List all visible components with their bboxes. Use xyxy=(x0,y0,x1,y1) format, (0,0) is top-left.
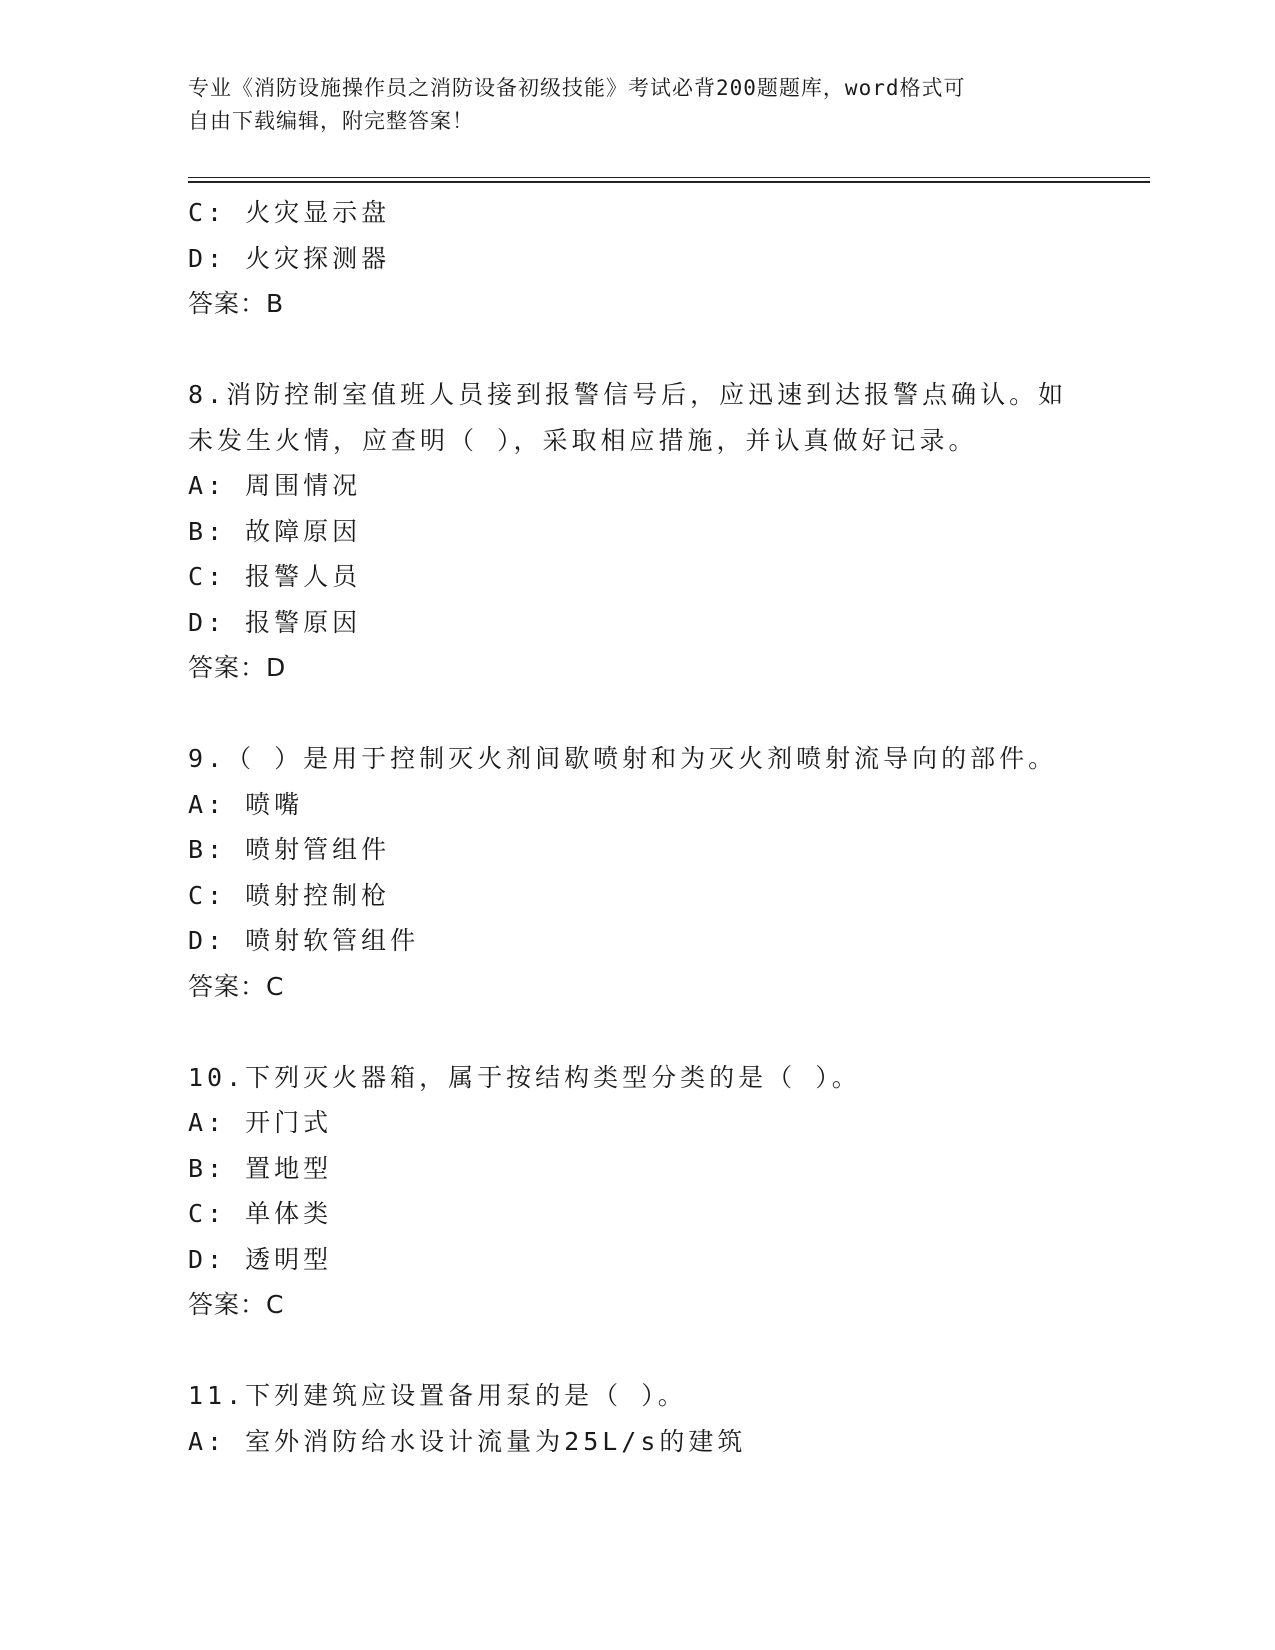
option-c: C: 喷射控制枪 xyxy=(188,880,391,910)
spacer xyxy=(188,1009,1088,1055)
question-11 xyxy=(188,1373,1088,1464)
question-stem: 9.（ ）是用于控制灭火剂间歇喷射和为灭火剂喷射流导向的部件。 xyxy=(188,744,1058,773)
option-a: A: 开门式 xyxy=(188,1108,333,1137)
question-list xyxy=(188,190,1088,1464)
option-c: C: 火灾显示盘 xyxy=(188,198,391,227)
question-7-tail xyxy=(188,190,1088,327)
header-divider-thin xyxy=(188,177,1150,178)
document-header xyxy=(188,72,1068,138)
option-b: B: 喷射管组件 xyxy=(188,835,391,864)
option-b: B: 故障原因 xyxy=(188,516,362,546)
question-8 xyxy=(188,372,1088,691)
answer: 答案：B xyxy=(188,289,285,318)
header-divider-thick xyxy=(188,181,1150,183)
answer: 答案：C xyxy=(188,971,285,1001)
option-c: C: 报警人员 xyxy=(188,562,362,591)
header-line-1: 专业《消防设施操作员之消防设备初级技能》考试必背200题题库，word格式可 xyxy=(188,76,966,100)
question-10 xyxy=(188,1055,1088,1328)
option-d: D: 报警原因 xyxy=(188,607,362,637)
option-a: A: 室外消防给水设计流量为25L/s的建筑 xyxy=(188,1426,747,1456)
header-line-2: 自由下载编辑，附完整答案！ xyxy=(188,109,474,133)
spacer xyxy=(188,327,1088,373)
option-c: C: 单体类 xyxy=(188,1199,333,1228)
question-stem: 8.消防控制室值班人员接到报警信号后，应迅速到达报警点确认。如 xyxy=(188,380,1068,409)
spacer xyxy=(188,691,1088,737)
option-d: D: 火灾探测器 xyxy=(188,243,391,273)
question-stem: 11.下列建筑应设置备用泵的是（ ）。 xyxy=(188,1381,687,1410)
option-a: A: 周围情况 xyxy=(188,471,362,500)
question-stem: 10.下列灭火器箱，属于按结构类型分类的是（ ）。 xyxy=(188,1062,861,1092)
answer: 答案：D xyxy=(188,653,287,682)
answer: 答案：C xyxy=(188,1290,285,1319)
spacer xyxy=(188,1328,1088,1374)
option-d: D: 喷射软管组件 xyxy=(188,926,420,955)
option-a: A: 喷嘴 xyxy=(188,789,304,819)
question-stem-continued: 未发生火情，应查明（ ），采取相应措施，并认真做好记录。 xyxy=(188,425,978,455)
option-b: B: 置地型 xyxy=(188,1153,333,1183)
option-d: D: 透明型 xyxy=(188,1244,333,1274)
question-9 xyxy=(188,736,1088,1009)
